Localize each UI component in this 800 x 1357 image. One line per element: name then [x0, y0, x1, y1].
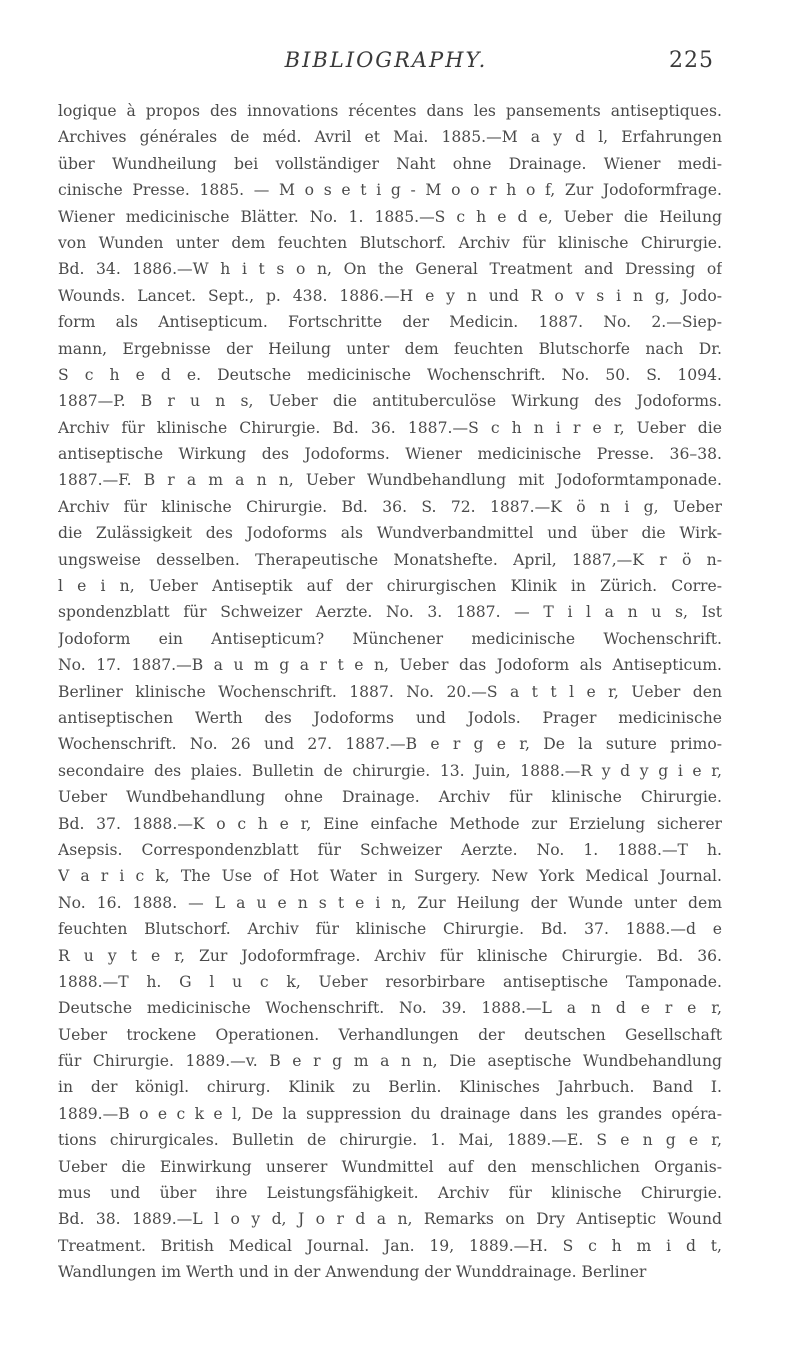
text-line: logique à propos des innovations récentes dans les pansements antiseptiques.	[58, 102, 722, 120]
text-line: ungsweise desselben. Therapeutische Monatshefte. April, 1887,—K r ö n-	[58, 550, 722, 569]
text-line: Ueber die Einwirkung unserer Wundmittel auf den menschlichen Organis-	[58, 1157, 722, 1176]
text-line: Deutsche medicinische Wochenschrift. No. 39. 1888.—L a n d e r e r,	[58, 999, 722, 1018]
text-line: in der königl. chirurg. Klinik zu Berlin. Klinisches Jahrbuch. Band I.	[58, 1078, 722, 1097]
text-line: tions chirurgicales. Bulletin de chirurgie. 1. Mai, 1889.—E. S e n g e r,	[58, 1131, 722, 1150]
text-line: R u y t e r, Zur Jodoformfrage. Archiv für klinische Chirurgie. Bd. 36.	[58, 946, 722, 965]
text-line: mann, Ergebnisse der Heilung unter dem feuchten Blutschorfe nach Dr.	[58, 339, 722, 358]
text-line: 1887.—F. B r a m a n n, Ueber Wundbehandlung mit Jodoformtamponade.	[58, 471, 722, 490]
text-line: Bd. 37. 1888.—K o c h e r, Eine einfache Methode zur Erzielung sicherer	[58, 814, 722, 833]
text-line: Wandlungen im Werth und in der Anwendung der Wunddrainage. Berliner	[58, 1263, 647, 1282]
text-line: die Zulässigkeit des Jodoforms als Wundverbandmittel und über die Wirk-	[58, 524, 722, 543]
text-line: Bd. 38. 1889.—L l o y d, J o r d a n, Remarks on Dry Antiseptic Wound	[58, 1210, 722, 1229]
text-line: antiseptischen Werth des Jodoforms und Jodols. Prager medicinische	[58, 708, 722, 727]
text-line: über Wundheilung bei vollständiger Naht ohne Drainage. Wiener medi-	[58, 154, 722, 173]
text-line: V a r i c k, The Use of Hot Water in Surgery. New York Medical Journal.	[58, 867, 722, 886]
text-line: Berliner klinische Wochenschrift. 1887. No. 20.—S a t t l e r, Ueber den	[58, 682, 722, 701]
text-line: Ueber Wundbehandlung ohne Drainage. Archiv für klinische Chirurgie.	[58, 788, 722, 807]
text-line: Treatment. British Medical Journal. Jan. 19, 1889.—H. S c h m i d t,	[58, 1236, 722, 1255]
text-line: Wiener medicinische Blätter. No. 1. 1885.—S c h e d e, Ueber die Heilung	[58, 207, 722, 226]
page-header	[58, 48, 714, 84]
text-line: Asepsis. Correspondenzblatt für Schweizer Aerzte. No. 1. 1888.—T h.	[58, 840, 722, 859]
text-line: für Chirurgie. 1889.—v. B e r g m a n n, Die aseptische Wundbehandlung	[58, 1052, 722, 1071]
text-line: Wounds. Lancet. Sept., p. 438. 1886.—H e y n und R o v s i n g, Jodo-	[58, 286, 722, 305]
text-line: spondenzblatt für Schweizer Aerzte. No. 3. 1887. — T i l a n u s, Ist	[58, 603, 722, 622]
bibliography-text	[58, 98, 722, 1286]
running-title: BIBLIOGRAPHY.	[284, 48, 488, 72]
text-line: Wochenschrift. No. 26 und 27. 1887.—B e r g e r, De la suture primo-	[58, 735, 722, 754]
text-line: Jodoform ein Antisepticum? Münchener medicinische Wochenschrift.	[58, 629, 722, 648]
text-line: von Wunden unter dem feuchten Blutschorf. Archiv für klinische Chirurgie.	[58, 233, 722, 252]
page-number: 225	[669, 48, 714, 73]
text-line: secondaire des plaies. Bulletin de chirurgie. 13. Juin, 1888.—R y d y g i e r,	[58, 761, 722, 780]
text-line: mus und über ihre Leistungsfähigkeit. Archiv für klinische Chirurgie.	[58, 1184, 722, 1203]
text-line: S c h e d e. Deutsche medicinische Wochenschrift. No. 50. S. 1094.	[58, 365, 722, 384]
text-line: No. 17. 1887.—B a u m g a r t e n, Ueber das Jodoform als Antisepticum.	[58, 656, 722, 675]
text-line: Archives générales de méd. Avril et Mai. 1885.—M a y d l, Erfahrungen	[58, 128, 722, 147]
text-line: feuchten Blutschorf. Archiv für klinische Chirurgie. Bd. 37. 1888.—d e	[58, 920, 722, 939]
text-line: 1887—P. B r u n s, Ueber die antituberculöse Wirkung des Jodoforms.	[58, 392, 722, 411]
text-line: 1889.—B o e c k e l, De la suppression du drainage dans les grandes opéra-	[58, 1104, 722, 1123]
text-line: Archiv für klinische Chirurgie. Bd. 36. 1887.—S c h n i r e r, Ueber die	[58, 418, 722, 437]
text-line: Archiv für klinische Chirurgie. Bd. 36. S. 72. 1887.—K ö n i g, Ueber	[58, 497, 722, 516]
text-line: cinische Presse. 1885. — M o s e t i g - M o o r h o f, Zur Jodoformfrage.	[58, 181, 722, 200]
text-line: l e i n, Ueber Antiseptik auf der chirurgischen Klinik in Zürich. Corre-	[58, 577, 722, 596]
text-line: 1888.—T h. G l u c k, Ueber resorbirbare antiseptische Tamponade.	[58, 972, 722, 991]
text-line: No. 16. 1888. — L a u e n s t e i n, Zur Heilung der Wunde unter dem	[58, 893, 722, 912]
text-line: antiseptische Wirkung des Jodoforms. Wiener medicinische Presse. 36–38.	[58, 445, 722, 464]
text-line: Ueber trockene Operationen. Verhandlungen der deutschen Gesellschaft	[58, 1025, 722, 1044]
text-line: Bd. 34. 1886.—W h i t s o n, On the General Treatment and Dressing of	[58, 260, 722, 279]
text-line: form als Antisepticum. Fortschritte der Medicin. 1887. No. 2.—Siep-	[58, 313, 722, 332]
